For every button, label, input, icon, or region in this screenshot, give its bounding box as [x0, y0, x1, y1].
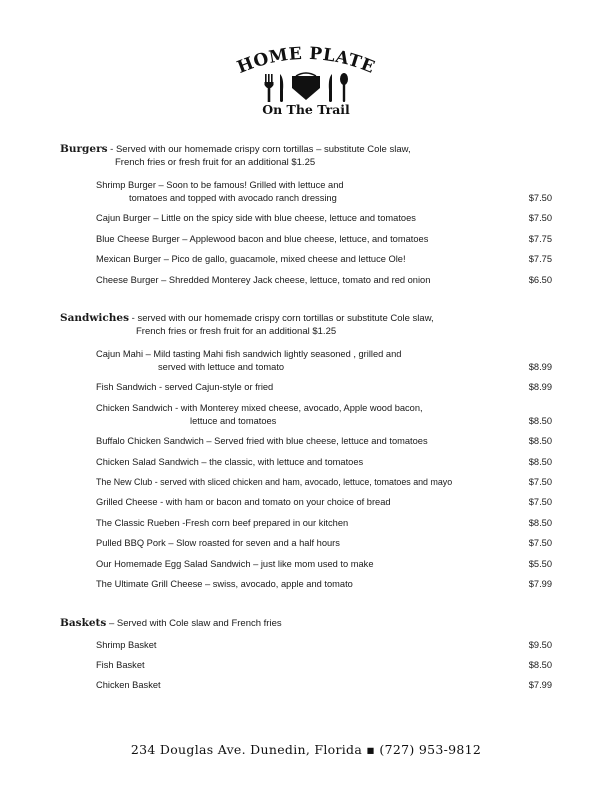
- menu-list: [60, 639, 560, 693]
- home-plate-icon: [292, 73, 320, 100]
- item-description: Chicken Salad Sandwich – the classic, with lettuce and tomatoes: [96, 456, 364, 467]
- section-description-cont: French fries or fresh fruit for an additional $1.25: [115, 156, 316, 168]
- item-description: The New Club - served with sliced chicken and ham, avocado, lettuce, tomatoes and mayo: [96, 476, 453, 487]
- item-price: $6.50: [528, 274, 552, 285]
- section-header: [60, 143, 560, 169]
- item-price: $8.50: [528, 659, 552, 670]
- footer-address: 234 Douglas Ave. Dunedin, Florida ▪ (727) 953-9812: [130, 742, 482, 757]
- section-description: - served with our homemade crispy corn tortillas or substitute Cole slaw,: [129, 313, 434, 324]
- menu-item: [60, 517, 560, 530]
- knife-icon: [329, 74, 332, 102]
- item-description: Cajun Mahi – Mild tasting Mahi fish sandwich lightly seasoned , grilled and: [96, 349, 402, 359]
- menu-item: [60, 476, 560, 489]
- menu-list: [60, 179, 560, 287]
- menu-item: [60, 381, 560, 394]
- section-burgers: [60, 143, 560, 294]
- home-plate-logo: [216, 40, 396, 118]
- item-price: $8.50: [528, 456, 552, 467]
- logo-subtitle: On The Trail: [262, 102, 350, 117]
- item-price: $7.50: [528, 538, 552, 549]
- item-description: Mexican Burger – Pico de gallo, guacamole, mixed cheese and lettuce Ole!: [96, 254, 406, 265]
- menu-item: [60, 253, 560, 266]
- menu-item: [60, 679, 560, 692]
- item-price: $7.50: [528, 497, 552, 508]
- section-description: - Served with our homemade crispy corn tortillas – substitute Cole slaw,: [107, 144, 411, 155]
- menu-item: [60, 233, 560, 246]
- item-description: Grilled Cheese - with ham or bacon and tomato on your choice of bread: [96, 497, 391, 508]
- item-price: $8.50: [528, 415, 552, 426]
- item-description: The Ultimate Grill Cheese – swiss, avocado, apple and tomato: [96, 578, 353, 589]
- menu-list: [60, 348, 560, 591]
- spoon-icon: [340, 73, 348, 102]
- item-description: Cheese Burger – Shredded Monterey Jack cheese, lettuce, tomato and red onion: [96, 274, 431, 285]
- menu-item: [60, 212, 560, 225]
- menu-item: [60, 435, 560, 448]
- section-header: [60, 312, 560, 338]
- item-description: Pulled BBQ Pork – Slow roasted for seven and a half hours: [96, 538, 340, 549]
- section-sandwiches: [60, 312, 560, 598]
- section-baskets: [60, 617, 560, 700]
- item-price: $8.99: [528, 382, 552, 393]
- item-price: $7.50: [528, 476, 552, 487]
- item-description: Fish Sandwich - served Cajun-style or fried: [96, 382, 274, 393]
- menu-item: [60, 179, 560, 205]
- menu-item: [60, 578, 560, 591]
- item-price: $7.50: [528, 213, 552, 224]
- item-price: $7.99: [528, 578, 552, 589]
- menu-item: [60, 659, 560, 672]
- item-description: Our Homemade Egg Salad Sandwich – just like mom used to make: [96, 558, 374, 569]
- fork-icon: [265, 74, 274, 102]
- menu-item: [60, 558, 560, 571]
- item-price: $7.99: [528, 680, 552, 691]
- knife-icon: [280, 74, 283, 102]
- item-price: $8.50: [528, 436, 552, 447]
- item-description: The Classic Rueben -Fresh corn beef prepared in our kitchen: [96, 517, 349, 528]
- menu-item: [60, 348, 560, 374]
- menu-item: [60, 274, 560, 287]
- menu-item: [60, 402, 560, 428]
- item-description: Blue Cheese Burger – Applewood bacon and blue cheese, lettuce, and tomatoes: [96, 233, 429, 244]
- item-price: $8.99: [528, 362, 552, 372]
- logo: [0, 40, 612, 118]
- section-title: Burgers: [60, 143, 108, 155]
- menu-item: [60, 456, 560, 469]
- item-price: $9.50: [528, 639, 552, 650]
- item-price: $7.50: [528, 193, 552, 203]
- section-title: Sandwiches: [60, 312, 130, 324]
- section-title: Baskets: [60, 617, 107, 629]
- item-price: $7.75: [528, 254, 552, 265]
- item-description: Shrimp Burger – Soon to be famous! Grilled with lettuce and: [96, 180, 344, 190]
- item-description: Buffalo Chicken Sandwich – Served fried with blue cheese, lettuce and tomatoes: [96, 436, 428, 447]
- item-description: Fish Basket: [96, 659, 145, 670]
- item-description-cont: lettuce and tomatoes: [190, 415, 277, 426]
- section-header: [60, 617, 560, 631]
- item-description-cont: served with lettuce and tomato: [158, 362, 285, 372]
- item-description: Cajun Burger – Little on the spicy side with blue cheese, lettuce and tomatoes: [96, 213, 416, 224]
- item-price: $7.75: [528, 233, 552, 244]
- logo-title: HOME PLATE: [234, 43, 378, 78]
- section-description: – Served with Cole slaw and French fries: [106, 618, 282, 629]
- item-description: Chicken Basket: [96, 680, 161, 691]
- menu-item: [60, 496, 560, 509]
- item-description: Chicken Sandwich - with Monterey mixed cheese, avocado, Apple wood bacon,: [96, 402, 423, 413]
- item-description: Shrimp Basket: [96, 639, 157, 650]
- section-description-cont: French fries or fresh fruit for an additional $1.25: [136, 325, 337, 337]
- menu-item: [60, 537, 560, 550]
- item-price: $5.50: [528, 558, 552, 569]
- item-description-cont: tomatoes and topped with avocado ranch dressing: [129, 193, 337, 203]
- item-price: $8.50: [528, 517, 552, 528]
- menu-item: [60, 639, 560, 652]
